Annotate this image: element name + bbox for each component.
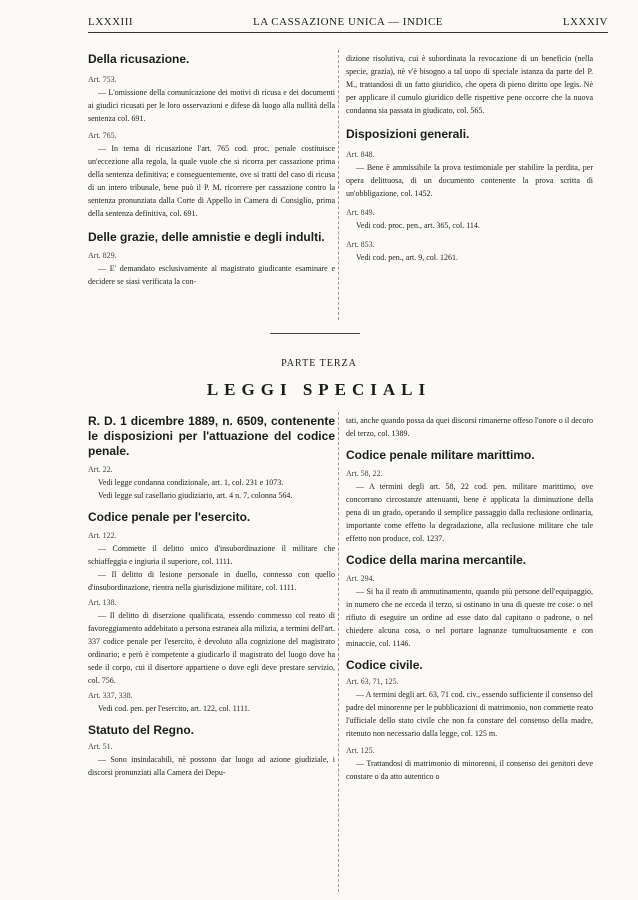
column-rule	[338, 412, 339, 892]
paragraph: — Il delitto di lesione personale in duello, connesso con quello d'insubordinazione, rientra nella giurisdizione militare, col. 1111.	[88, 570, 335, 592]
paragraph: — Bene è ammissibile la prova testimoniale per stabilire la perdita, per opera delittuosa, di un documento contenente la prova scritta di un'obbligazione, col. 1452.	[346, 163, 593, 198]
paragraph: dizione risolutiva, cui è subordinata la revocazione di un beneficio (nella specie, grazia), nè v'è bisogno a tal uopo di speciale istanza da parte del P. M., trattandosi di un fatto giuridico, che opera di pieno diritto ope legis. Nè per applicare il cumulo giuridico delle rispettive pene occorre che la nuova condanna sia passata in giudicato, col. 565.	[346, 54, 593, 115]
part-heading: LEGGI SPECIALI	[206, 380, 432, 399]
paragraph: — Commette il delitto unico d'insubordinazione il militare che schiaffeggia e ingiuria il superiore, col. 1111.	[88, 544, 335, 566]
article-number: Art. 853.	[346, 240, 375, 249]
column-rule	[338, 50, 339, 320]
running-header	[88, 14, 608, 33]
section-heading: Disposizioni generali.	[346, 127, 470, 141]
paragraph: Vedi cod. proc. pen., art. 365, col. 114.	[356, 221, 480, 230]
paragraph: Vedi cod. pen., art. 9, col. 1261.	[356, 253, 458, 262]
paragraph: — L'omissione della comunicazione dei motivi di ricusa e dei documenti ai giudici ricusati per le loro osservazioni e difese dà luogo alla nullità della sentenza col. 691.	[88, 88, 335, 123]
page-number-right: LXXXIV	[562, 16, 608, 28]
left-column-top	[88, 52, 335, 288]
paragraph: — A termini degli art. 63, 71 cod. civ., essendo sufficiente il consenso del padre del minorenne per le pubblicazioni di matrimonio, non commette reato l'ufficiale dello stato civile che non fa constare del consenso della madre, ritenuto non necessario dalla legge, col. 125 m.	[346, 690, 593, 738]
right-column-bottom	[346, 414, 593, 783]
part-title: PARTE TERZA	[281, 358, 357, 369]
paragraph: — Si ha il reato di ammutinamento, quando più persone dell'equipaggio, in numero che ne ecceda il terzo, si ostinano in una di queste tre cose: o nel rifiuto di eseguire un ordine ad esse dato dal capitano o padrone, o nel chiedere alcuna cosa, o nel portare lagnanze tumultuosamente e con minaccie, col. 1146.	[346, 587, 593, 648]
page-number-left: LXXXIII	[88, 16, 134, 28]
left-column-bottom	[88, 414, 335, 779]
right-column-top	[346, 52, 593, 264]
decree-title: R. D. 1 dicembre 1889, n. 6509, contenente le disposizioni per l'attuazione del codice penale.	[88, 414, 335, 458]
section-heading: Delle grazie, delle amnistie e degli indulti.	[88, 230, 325, 244]
section-heading: Codice della marina mercantile.	[346, 553, 527, 567]
paragraph: Vedi cod. pen. per l'esercito, art. 122, col. 1111.	[98, 704, 250, 713]
paragraph: tati, anche quando possa da quei discorsi rimanerne offeso l'onore o il decoro del terzo, col. 1389.	[346, 416, 593, 438]
section-heading: Codice penale per l'esercito.	[88, 510, 251, 524]
section-heading: Codice penale militare marittimo.	[346, 448, 535, 462]
paragraph: Vedi legge sul casellario giudiziario, art. 4 n. 7, colonna 564.	[98, 491, 293, 500]
section-heading: Statuto del Regno.	[88, 723, 194, 737]
paragraph: — A termini degli art. 58, 22 cod. pen. militare marittimo, ove concorrano circostanze attenuanti, bene è applicata la diminuzione della pena di un grado, operando il semplice passaggio dalla reclusione ordinaria, importante come effetto la degradazione, alla reclusione militare che tale effetto non produce, col. 1237.	[346, 482, 593, 543]
paragraph: — Trattandosi di matrimonio di minorenni, il consenso dei genitori deve constare o da atto autentico o	[346, 759, 593, 781]
running-title: LA CASSAZIONE UNICA — INDICE	[253, 16, 443, 28]
article-number: Art. 22.	[88, 465, 113, 474]
article-number: Art. 51.	[88, 742, 113, 751]
article-number: Art. 765.	[88, 131, 117, 140]
article-number: Art. 829.	[88, 251, 117, 260]
paragraph: — E' demandato esclusivamente al magistrato giudicante esaminare e decidere se siasi verificata la con-	[88, 264, 335, 286]
article-number: Art. 138.	[88, 598, 117, 607]
section-divider	[270, 333, 360, 334]
article-number: Art. 294.	[346, 574, 375, 583]
paragraph: — In tema di ricusazione l'art. 765 cod. proc. penale costituisce un'eccezione alla regola, la quale vuole che si ricorra per cassazione prima della sentenza definitiva; e conseguentemente, ove si tratti del caso di ricusa di un intero tribunale, bene può il P. M. ricorrere per cassazione contro la sentenza pronunziata dalla Corte di Appello in Camera di Consiglio, prima della sentenza definitiva, col. 691.	[88, 144, 335, 218]
paragraph: Vedi legge condanna condizionale, art. 1, col. 231 e 1073.	[98, 478, 284, 487]
paragraph: — Sono insindacabili, nè possono dar luogo ad azione giudiziale, i discorsi pronunziati alla Camera dei Depu-	[88, 755, 335, 777]
article-number: Art. 125.	[346, 746, 375, 755]
article-number: Art. 63, 71, 125.	[346, 677, 399, 686]
section-heading: Codice civile.	[346, 658, 423, 672]
article-number: Art. 58, 22.	[346, 469, 383, 478]
article-number: Art. 849.	[346, 208, 375, 217]
section-heading: Della ricusazione.	[88, 52, 190, 66]
paragraph: — Il delitto di diserzione qualificata, essendo commesso col reato di favoreggiamento addebitato a persona estranea alla milizia, a termini dell'art. 337 codice penale per l'esercito, è devoluto alla cognizione del magistrato ordinario; e però è competente a giudicarlo il magistrato del luogo dove ha sede il corpo, cui il disertore appartiene o dove egli deve prestare servizio, col. 756.	[88, 611, 335, 685]
article-number: Art. 337, 338.	[88, 691, 133, 700]
article-number: Art. 848.	[346, 150, 375, 159]
article-number: Art. 753.	[88, 75, 117, 84]
article-number: Art. 122.	[88, 531, 117, 540]
